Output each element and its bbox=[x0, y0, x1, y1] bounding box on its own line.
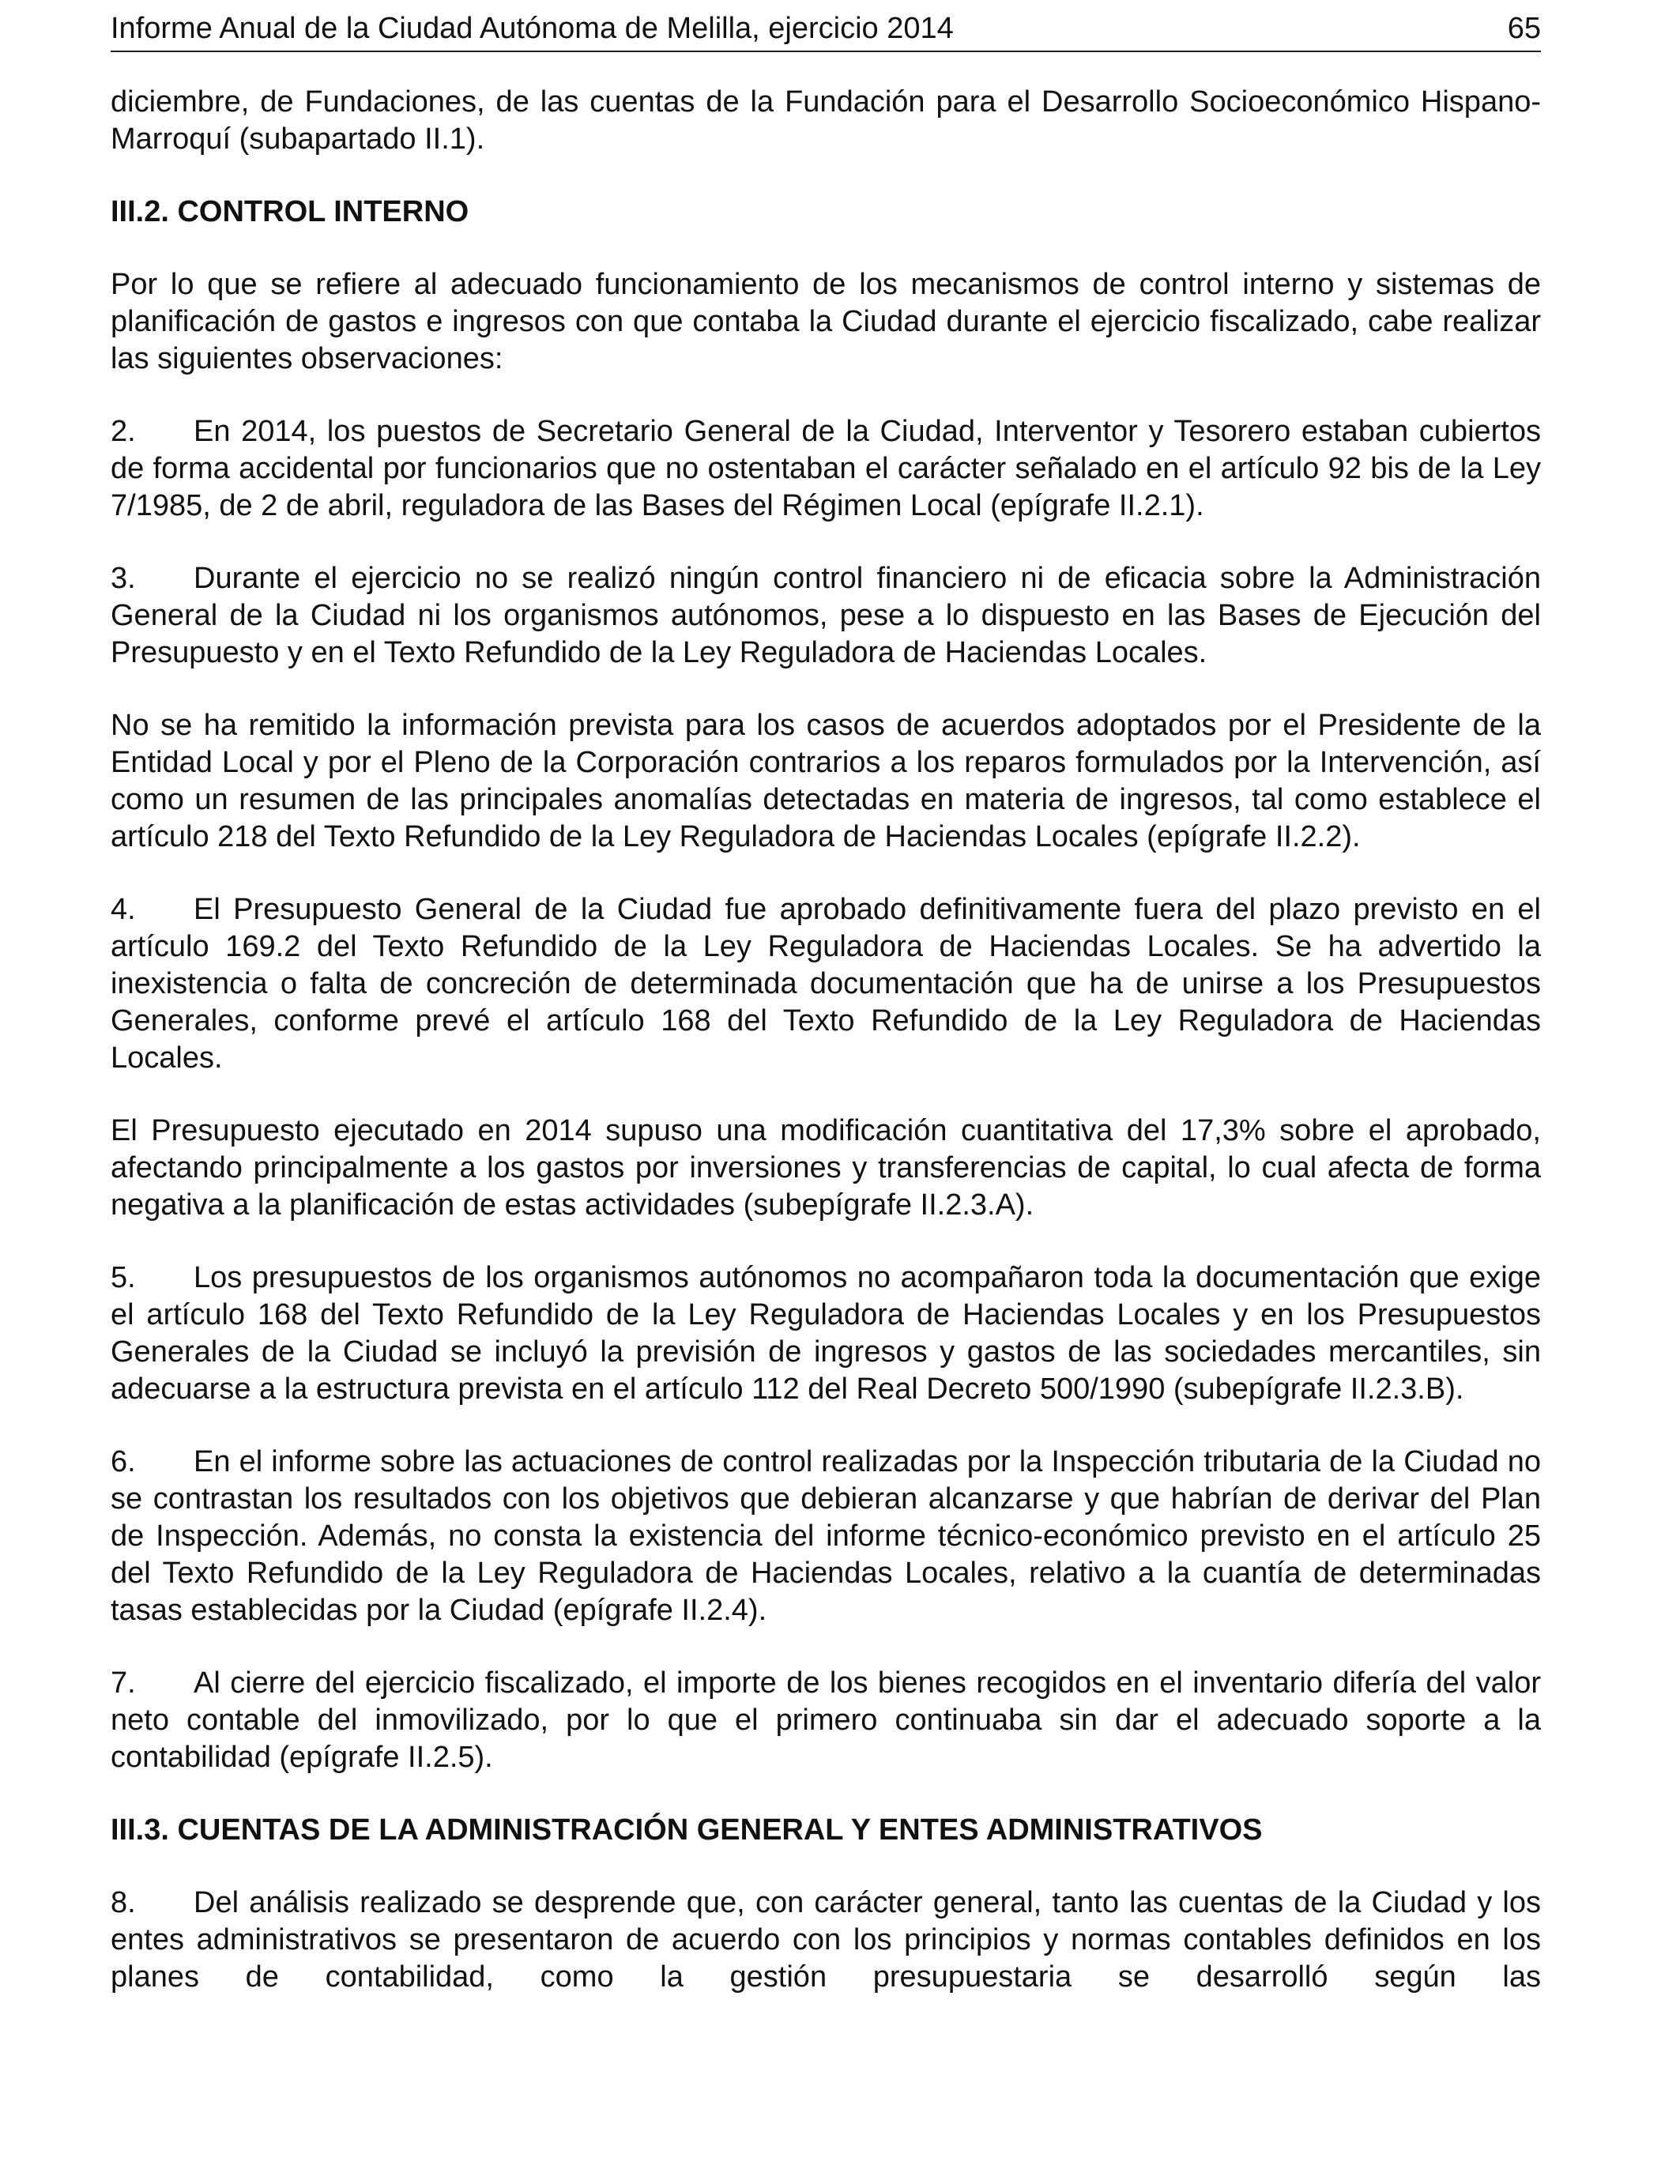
item-8 bbox=[111, 1885, 1541, 1996]
item-6 bbox=[111, 1444, 1541, 1629]
item-number: 5. bbox=[111, 1261, 136, 1294]
item-text: Del análisis realizado se desprende que, con carácter general, tanto las cuentas de la Ciudad y los entes administrativos se presentaron de acuerdo con los principios y normas contables definidos en los planes de contabilidad, como la gestión presupuestaria se desarrolló según las bbox=[111, 1886, 1541, 1994]
item-number: 2. bbox=[111, 415, 136, 448]
item-text: En 2014, los puestos de Secretario General de la Ciudad, Interventor y Tesorero estaban cubiertos de forma accidental por funcionarios que no ostentaban el carácter señalado en el artículo 92 bis de la Ley 7/1985, de 2 de abril, reguladora de las Bases del Régimen Local (epígrafe II.2.1). bbox=[111, 415, 1541, 522]
section-heading-control-interno: III.2. CONTROL INTERNO bbox=[111, 195, 469, 228]
item-text: Durante el ejercicio no se realizó ningún control financiero ni de eficacia sobre la Administración General de la Ciudad ni los organismos autónomos, pese a lo dispuesto en las Bases de Ejecución del Presupuesto y en el Texto Refundido de la Ley Reguladora de Haciendas Locales. bbox=[111, 562, 1541, 669]
item-2 bbox=[111, 413, 1541, 525]
document-page bbox=[111, 9, 1541, 1996]
item-7 bbox=[111, 1665, 1541, 1776]
item-text: Los presupuestos de los organismos autónomos no acompañaron toda la documentación que exige el artículo 168 del Texto Refundido de la Ley Reguladora de Haciendas Locales y en los Presupuestos Generales de la Ciudad se incluyó la previsión de ingresos y gastos de las sociedades mercantiles, sin adecuarse a la estructura prevista en el artículo 112 del Real Decreto 500/1990 (subepígrafe II.2.3.B). bbox=[111, 1261, 1541, 1406]
item-4-continuation: El Presupuesto ejecutado en 2014 supuso una modificación cuantitativa del 17,3% sobre el aprobado, afectando principalmente a los gastos por inversiones y transferencias de capital, lo cual afecta de forma negativa a la planificación de estas actividades (subepígrafe II.2.3.A). bbox=[111, 1114, 1541, 1222]
item-number: 6. bbox=[111, 1445, 136, 1478]
document-body bbox=[111, 84, 1541, 1996]
item-text: El Presupuesto General de la Ciudad fue aprobado definitivamente fuera del plazo previsto en el artículo 169.2 del Texto Refundido de la Ley Reguladora de Haciendas Locales. Se ha advertido la inexistencia o falta de concreción de determinada documentación que ha de unirse a los Presupuestos Generales, conforme prevé el artículo 168 del Texto Refundido de la Ley Reguladora de Haciendas Locales. bbox=[111, 893, 1541, 1075]
page-header bbox=[111, 9, 1541, 52]
item-3-continuation: No se ha remitido la información prevista para los casos de acuerdos adoptados por el Presidente de la Entidad Local y por el Pleno de la Corporación contrarios a los reparos formulados por la Intervención, así como un resumen de las principales anomalías detectadas en materia de ingresos, tal como establece el artículo 218 del Texto Refundido de la Ley Reguladora de Haciendas Locales (epígrafe II.2.2). bbox=[111, 709, 1541, 853]
intro-paragraph: diciembre, de Fundaciones, de las cuentas de la Fundación para el Desarrollo Socioeconómico Hispano-Marroquí (subapartado II.1). bbox=[111, 85, 1541, 156]
item-5 bbox=[111, 1260, 1541, 1408]
item-number: 8. bbox=[111, 1886, 136, 1919]
section-heading-cuentas: III.3. CUENTAS DE LA ADMINISTRACIÓN GENERAL Y ENTES ADMINISTRATIVOS bbox=[111, 1813, 1263, 1847]
item-text: Al cierre del ejercicio fiscalizado, el importe de los bienes recogidos en el inventario difería del valor neto contable del inmovilizado, por lo que el primero continuaba sin dar el adecuado soporte a la contabilidad (epígrafe II.2.5). bbox=[111, 1666, 1541, 1774]
item-number: 4. bbox=[111, 893, 136, 926]
item-text: En el informe sobre las actuaciones de control realizadas por la Inspección tributaria de la Ciudad no se contrastan los resultados con los objetivos que debieran alcanzarse y que habrían de derivar del Plan de Inspección. Además, no consta la existencia del informe técnico-económico previsto en el artículo 25 del Texto Refundido de la Ley Reguladora de Haciendas Locales, relativo a la cuantía de determinadas tasas establecidas por la Ciudad (epígrafe II.2.4). bbox=[111, 1445, 1541, 1627]
item-3 bbox=[111, 560, 1541, 672]
item-number: 7. bbox=[111, 1666, 136, 1700]
header-title: Informe Anual de la Ciudad Autónoma de Melilla, ejercicio 2014 bbox=[111, 12, 954, 45]
page-number: 65 bbox=[1507, 12, 1541, 45]
control-intro-paragraph: Por lo que se refiere al adecuado funcionamiento de los mecanismos de control interno y sistemas de planificación de gastos e ingresos con que contaba la Ciudad durante el ejercicio fiscalizado, cabe realizar las siguientes observaciones: bbox=[111, 268, 1541, 375]
item-number: 3. bbox=[111, 562, 136, 595]
item-4 bbox=[111, 891, 1541, 1077]
